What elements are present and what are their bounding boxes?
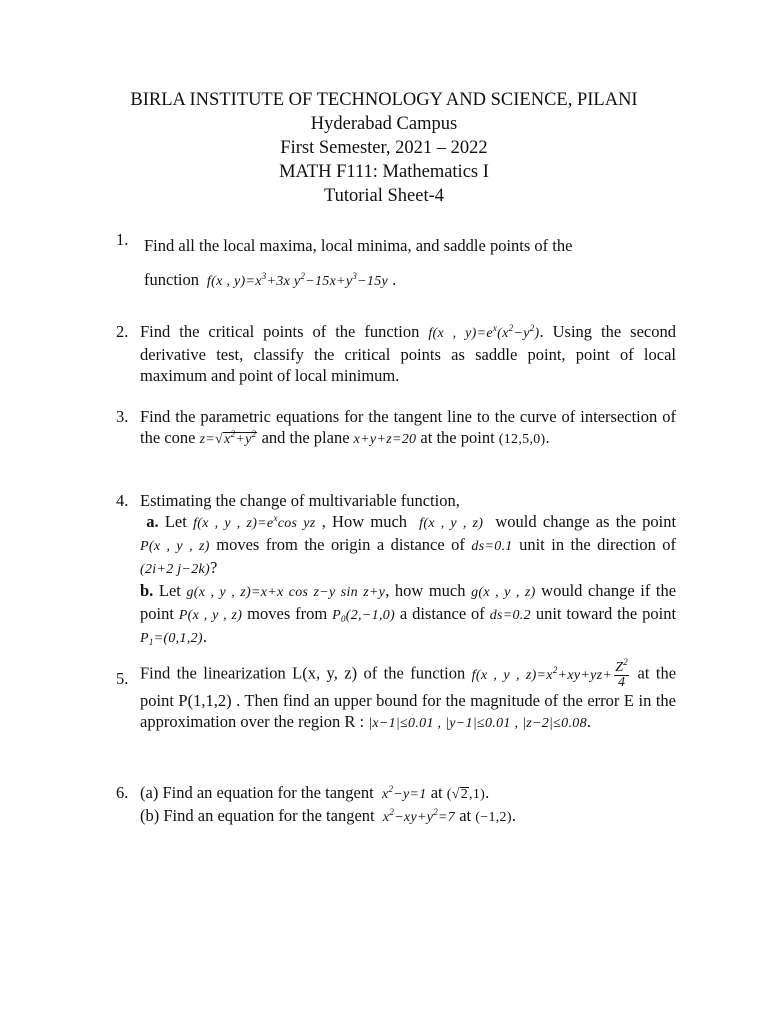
- question-text: . Using the second derivative test, classify the critical points as saddle point, point of local maximum and point of local minimum.: [140, 322, 676, 385]
- question-text: function: [144, 270, 199, 289]
- question-text: .: [545, 428, 550, 447]
- question-text: .: [202, 627, 207, 646]
- course-title: MATH F111: Mathematics I: [279, 162, 489, 182]
- formula: $P_1=(0,1,2)$: [140, 631, 203, 647]
- question-text: (a) Find an equation for the tangent: [140, 783, 374, 802]
- question-text: Find the linearization L(x, y, z) of the function: [140, 663, 466, 683]
- formula: f(x , y , z): [413, 516, 490, 531]
- formula: |x−1|≤0.01 , |y−1|≤0.01 , |z−2|≤0.08: [368, 716, 587, 731]
- question-text: .: [511, 806, 516, 825]
- question-3: [116, 406, 676, 450]
- question-text: Estimating the change of multivariable function,: [140, 491, 460, 510]
- question-number: 3.: [116, 407, 129, 426]
- question-number: 4.: [116, 491, 129, 510]
- part-label: a.: [146, 512, 159, 531]
- question-text: Let: [158, 581, 181, 600]
- question-text: at: [459, 806, 472, 825]
- question-text: and the plane: [261, 428, 350, 447]
- question-text: , how much: [385, 581, 466, 600]
- question-text: moves from the origin a distance of: [216, 535, 465, 554]
- question-text: unit in the direction of: [519, 535, 677, 554]
- question-text: Let: [164, 512, 187, 531]
- formula: (−1,2): [475, 810, 512, 825]
- question-text: ?: [210, 558, 218, 577]
- question-text: a distance of: [399, 604, 485, 623]
- question-text: .: [392, 270, 397, 289]
- formula: P(x , y , z): [178, 608, 243, 623]
- question-number: 1.: [116, 230, 129, 249]
- campus-name: Hyderabad Campus: [310, 114, 458, 134]
- question-number: 2.: [116, 322, 129, 341]
- question-2: [116, 321, 676, 386]
- semester: First Semester, 2021 – 2022: [280, 138, 488, 158]
- question-text: Find all the local maxima, local minima, and saddle points of the: [144, 236, 573, 255]
- formula: (√2,1): [446, 787, 486, 802]
- formula: P(x , y , z): [140, 539, 210, 554]
- sheet-title: Tutorial Sheet-4: [323, 186, 445, 206]
- question-text: would change if the point: [140, 581, 677, 623]
- formula: g(x , y , z): [471, 585, 536, 600]
- question-1: [116, 229, 676, 299]
- question-4: [116, 490, 676, 649]
- formula: $P_0(2,-1,0)$: [332, 608, 395, 624]
- formula: (12,5,0): [498, 432, 546, 447]
- question-text: at the point P(1,1,2) . Then find an upper bound for the magnitude of the error E in the approximation over the region R :: [140, 663, 677, 731]
- formula: $z=√x^2+y^2$: [199, 429, 257, 447]
- formula: f(x , $y)=x^3+3x$ $y^2-15x+y^3-15y$: [203, 271, 389, 289]
- part-label: b.: [140, 581, 154, 600]
- question-text: unit toward the point: [535, 604, 677, 623]
- question-text: .: [586, 712, 591, 731]
- question-text: (b) Find an equation for the tangent: [140, 806, 375, 825]
- formula: f(x , y , $z)=e^x\cos$ yz: [193, 513, 316, 531]
- question-text: at: [430, 783, 443, 802]
- institute-name: BIRLA INSTITUTE OF TECHNOLOGY AND SCIENCE, PILANI: [130, 90, 638, 110]
- question-text: at the point: [420, 428, 495, 447]
- formula: f(x , y , $z)=x^2+xy+yz+$ $\frac{Z^2}{4}$: [471, 657, 629, 690]
- question-number: 6.: [116, 783, 129, 802]
- formula: $x^2-xy+y^2=7$: [382, 807, 456, 825]
- formula: ds=0.2: [489, 608, 531, 623]
- formula: (2i+2 j−2k): [140, 562, 211, 577]
- formula: ds=0.1: [471, 539, 513, 554]
- formula: g(x , y , z)=x+x cos z−y sin z+y: [186, 585, 386, 600]
- question-text: Find the critical points of the function: [140, 322, 420, 341]
- question-6: [116, 782, 676, 828]
- question-5: [116, 657, 677, 734]
- formula: f(x , $y)=e^x(x^2-y^2)$: [428, 323, 540, 341]
- question-text: .: [485, 783, 490, 802]
- question-number: 5.: [116, 669, 129, 688]
- document-header: [0, 88, 768, 208]
- question-text: Find the parametric equations for the tangent line to the curve of intersection of the cone: [140, 407, 676, 447]
- question-text: moves from: [247, 604, 328, 623]
- formula: $x^2-y=1$: [381, 784, 427, 802]
- question-text: would change as the point: [495, 512, 677, 531]
- formula: x+y+z=20: [353, 432, 417, 447]
- question-text: , How much: [321, 512, 408, 531]
